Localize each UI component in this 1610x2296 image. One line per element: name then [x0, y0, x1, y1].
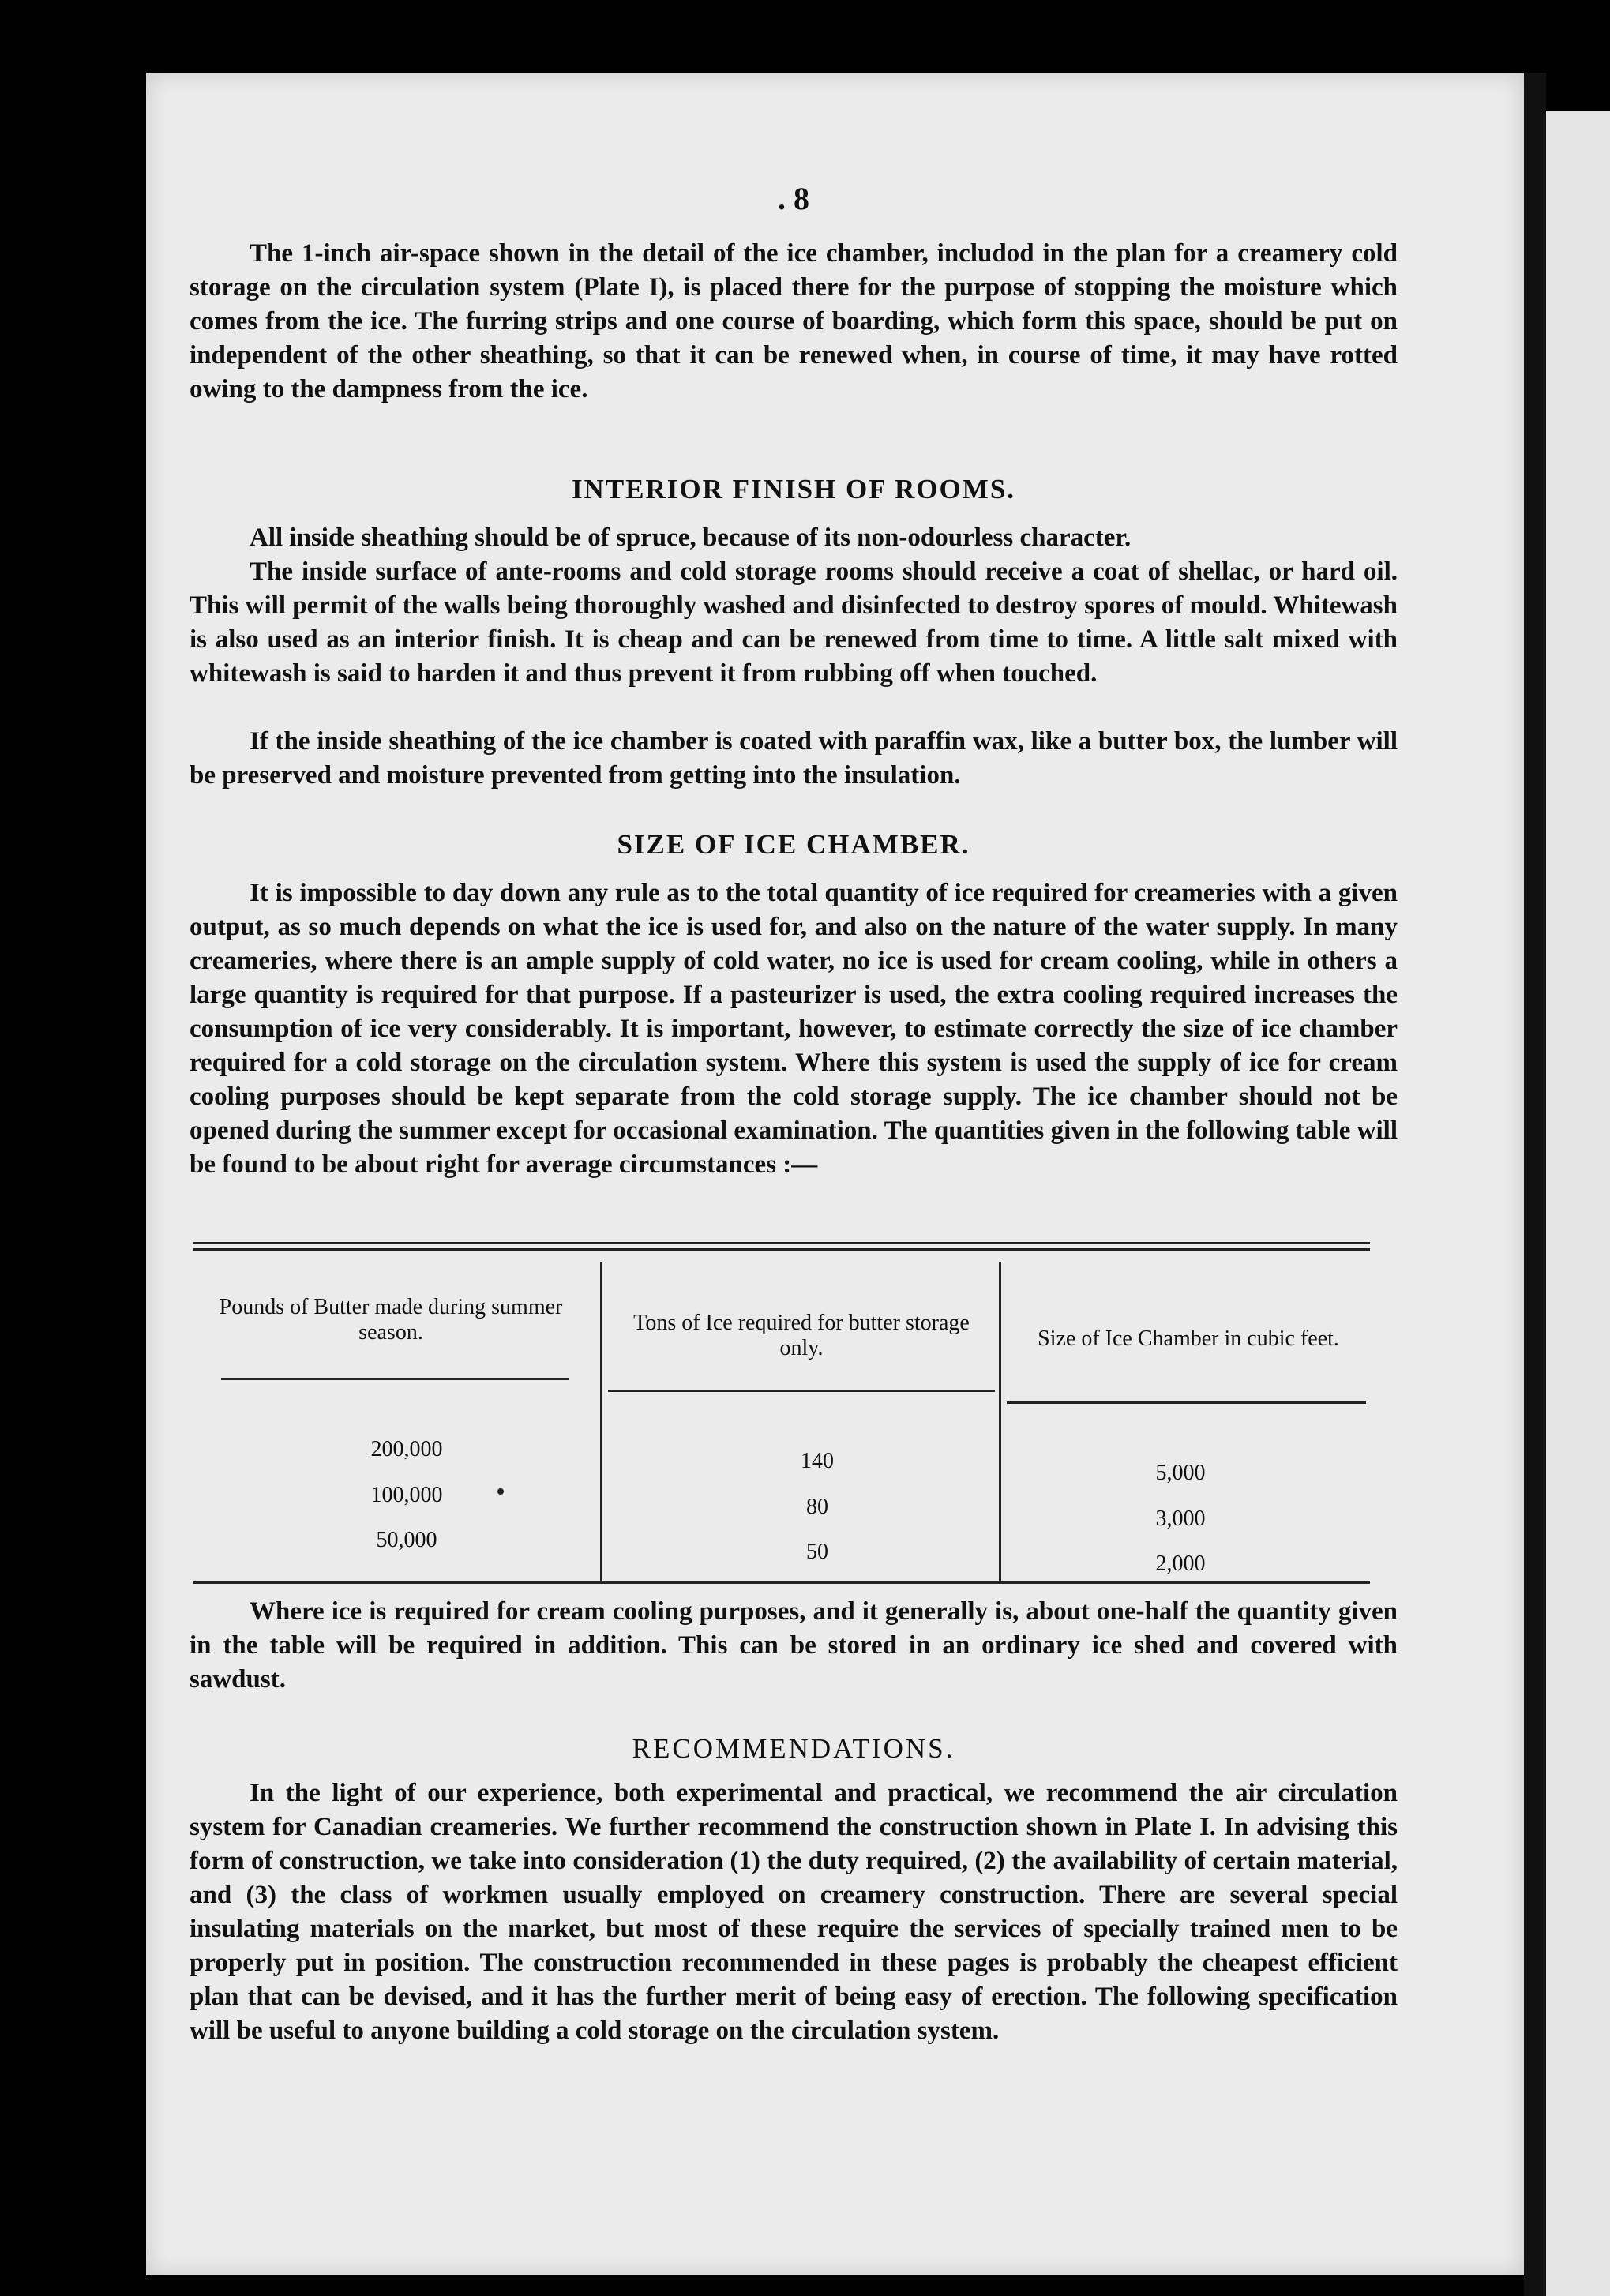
table-cell: 140: [801, 1449, 834, 1473]
adjacent-page-edge: [1546, 111, 1610, 2296]
table-header-butter: Pounds of Butter made during summer season.: [219, 1295, 563, 1345]
paragraph-inside-surface: The inside surface of ante-rooms and cold storage rooms should receive a coat of shellac, or hard oil. This will permit of the walls being thoroughly washed and disinfected to destroy spores of mould. Whitewash is also used as an interior finish. It is cheap and can be renewed from time to time. A little salt mixed with whitewash is said to harden it and thus prevent it from rubbing off when touched.: [190, 557, 1398, 688]
table-bottom-rule: [193, 1581, 1370, 1584]
header-underline: [221, 1378, 569, 1380]
paragraph-sheathing: All inside sheathing should be of spruce, because of its non-odourless character.: [250, 523, 1132, 552]
heading-size-ice-chamber: SIZE OF ICE CHAMBER.: [617, 829, 970, 860]
table-cell: 80: [806, 1495, 828, 1519]
heading-recommendations: RECOMMENDATIONS.: [632, 1733, 955, 1764]
header-underline: [1007, 1401, 1366, 1404]
table-cell: 2,000: [1155, 1551, 1206, 1576]
table-header-chamber-size: Size of Ice Chamber in cubic feet.: [1038, 1326, 1339, 1351]
page-gutter: [1524, 73, 1546, 2296]
table-cell: 5,000: [1155, 1461, 1206, 1485]
table-top-rule-double: [193, 1248, 1370, 1251]
ice-table: [193, 1228, 1370, 1591]
table-cell: 50: [806, 1540, 828, 1564]
table-header-tons-ice: Tons of Ice required for butter storage only.: [633, 1311, 970, 1360]
paragraph-air-space: The 1-inch air-space shown in the detail of the ice chamber, includod in the plan for a creamery cold storage on the circulation system (Plate I), is placed there for the purpose of stopping the moisture which comes from the ice. The furring strips and one course of boarding, which form this space, should be put on independent of the other sheathing, so that it can be renewed when, in course of time, it may have rotted owing to the dampness from the ice.: [190, 239, 1398, 403]
ink-speck: [497, 1488, 504, 1495]
header-underline: [608, 1390, 995, 1392]
paragraph-ice-quantity: It is impossible to day down any rule as to the total quantity of ice required for creameries with a given output, as so much depends on what the ice is used for, and also on the nature of the water supply. In many creameries, where there is an ample supply of cold water, no ice is used for cream cooling, while in others a large quantity is required for that purpose. If a pasteurizer is used, the extra cooling required increases the consumption of ice very considerably. It is important, however, to estimate correctly the size of ice chamber required for a cold storage on the circulation system. Where this system is used the supply of ice for cream cooling purposes should be kept separate from the cold storage supply. The ice chamber should not be opened during the summer except for occasional examination. The quantities given in the following table will be found to be about right for average circumstances :—: [190, 879, 1398, 1179]
paragraph-cream-cooling: Where ice is required for cream cooling purposes, and it generally is, about one-half the quantity given in the table will be required in addition. This can be stored in an ordinary ice shed and covered with sawdust.: [190, 1597, 1398, 1694]
table-column-divider: [999, 1262, 1001, 1582]
table-cell: 100,000: [370, 1483, 443, 1507]
page-number: . 8: [778, 181, 809, 216]
table-top-rule: [193, 1242, 1370, 1244]
table-cell: 50,000: [376, 1528, 437, 1552]
paragraph-recommendation: In the light of our experience, both experimental and practical, we recommend the air circulation system for Canadian creameries. We further recommend the construction shown in Plate I. In advising this form of construction, we take into consideration (1) the duty required, (2) the availability of certain material, and (3) the class of workmen usually employed on creamery construction. There are several special insulating materials on the market, but most of these require the services of specially trained men to be properly put in position. The construction recommended in these pages is probably the cheapest efficient plan that can be devised, and it has the further merit of being easy of erection. The following specification will be useful to anyone building a cold storage on the circulation system.: [190, 1779, 1398, 2045]
table-cell: 200,000: [370, 1437, 443, 1461]
table-cell: 3,000: [1155, 1506, 1206, 1531]
heading-interior-finish: INTERIOR FINISH OF ROOMS.: [571, 474, 1016, 505]
paragraph-paraffin: If the inside sheathing of the ice chamber is coated with paraffin wax, like a butter box, the lumber will be preserved and moisture prevented from getting into the insulation.: [190, 727, 1398, 790]
table-column-divider: [600, 1262, 602, 1582]
